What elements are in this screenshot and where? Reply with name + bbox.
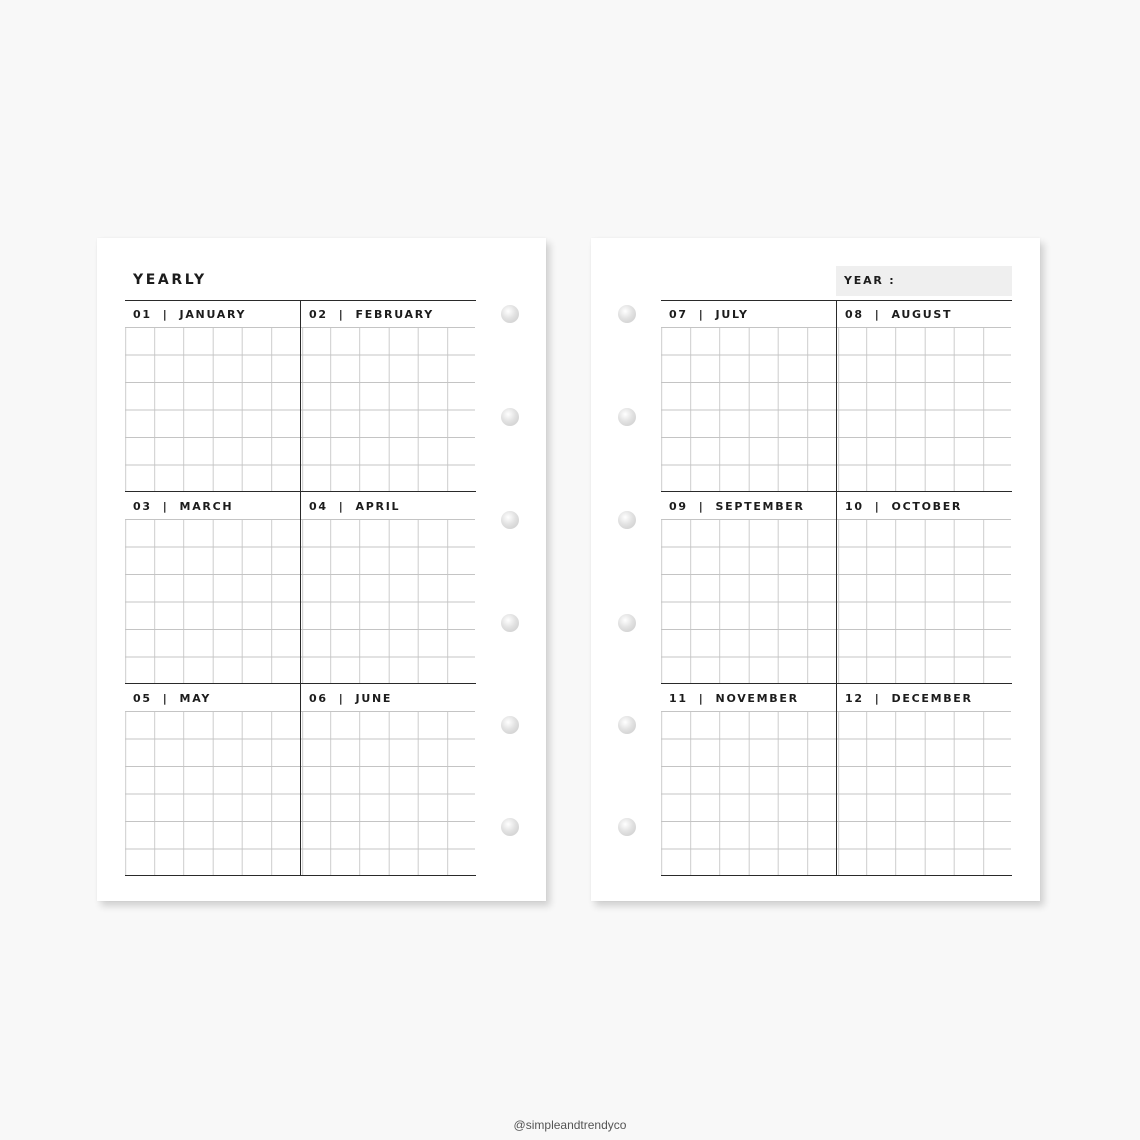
month-label-april: 04 | APRIL	[309, 500, 401, 513]
day-grid-february	[301, 327, 475, 492]
day-grid-august	[837, 327, 1011, 492]
binder-hole	[618, 408, 636, 426]
month-block-december	[837, 684, 1012, 876]
day-grid-october	[837, 519, 1011, 684]
day-grid-september	[661, 519, 836, 684]
planner-page-right	[591, 238, 1040, 901]
binder-hole	[501, 716, 519, 734]
month-label-may: 05 | MAY	[133, 692, 212, 705]
month-label-october: 10 | OCTOBER	[845, 500, 963, 513]
month-label-july: 07 | JULY	[669, 308, 749, 321]
months-grid-right	[661, 300, 1012, 876]
month-label-november: 11 | NOVEMBER	[669, 692, 799, 705]
binder-hole	[618, 818, 636, 836]
grid-divider	[300, 300, 301, 876]
month-block-april	[301, 492, 476, 684]
watermark: @simpleandtrendyco	[513, 1118, 627, 1132]
binder-hole	[618, 716, 636, 734]
page-title: YEARLY	[133, 272, 207, 288]
binder-hole	[501, 614, 519, 632]
month-label-june: 06 | JUNE	[309, 692, 393, 705]
month-label-august: 08 | AUGUST	[845, 308, 953, 321]
grid-divider	[836, 300, 837, 876]
binder-hole	[501, 818, 519, 836]
binder-hole	[618, 511, 636, 529]
month-block-october	[837, 492, 1012, 684]
month-block-june	[301, 684, 476, 876]
month-block-may	[125, 684, 300, 876]
month-block-august	[837, 300, 1012, 492]
month-block-september	[661, 492, 836, 684]
month-label-december: 12 | DECEMBER	[845, 692, 973, 705]
month-block-november	[661, 684, 836, 876]
month-label-january: 01 | JANUARY	[133, 308, 247, 321]
day-grid-april	[301, 519, 475, 684]
binder-hole	[501, 305, 519, 323]
month-block-january	[125, 300, 300, 492]
day-grid-december	[837, 711, 1011, 876]
month-label-february: 02 | FEBRUARY	[309, 308, 434, 321]
month-block-march	[125, 492, 300, 684]
year-field[interactable]	[836, 266, 1012, 296]
binder-hole	[618, 305, 636, 323]
day-grid-may	[125, 711, 300, 876]
day-grid-january	[125, 327, 300, 492]
months-grid-left	[125, 300, 476, 876]
binder-hole	[501, 511, 519, 529]
month-label-march: 03 | MARCH	[133, 500, 234, 513]
year-label: YEAR :	[844, 274, 896, 287]
planner-page-left	[97, 238, 546, 901]
binder-hole	[501, 408, 519, 426]
month-block-july	[661, 300, 836, 492]
month-label-september: 09 | SEPTEMBER	[669, 500, 805, 513]
day-grid-june	[301, 711, 475, 876]
day-grid-july	[661, 327, 836, 492]
binder-hole	[618, 614, 636, 632]
day-grid-march	[125, 519, 300, 684]
day-grid-november	[661, 711, 836, 876]
month-block-february	[301, 300, 476, 492]
